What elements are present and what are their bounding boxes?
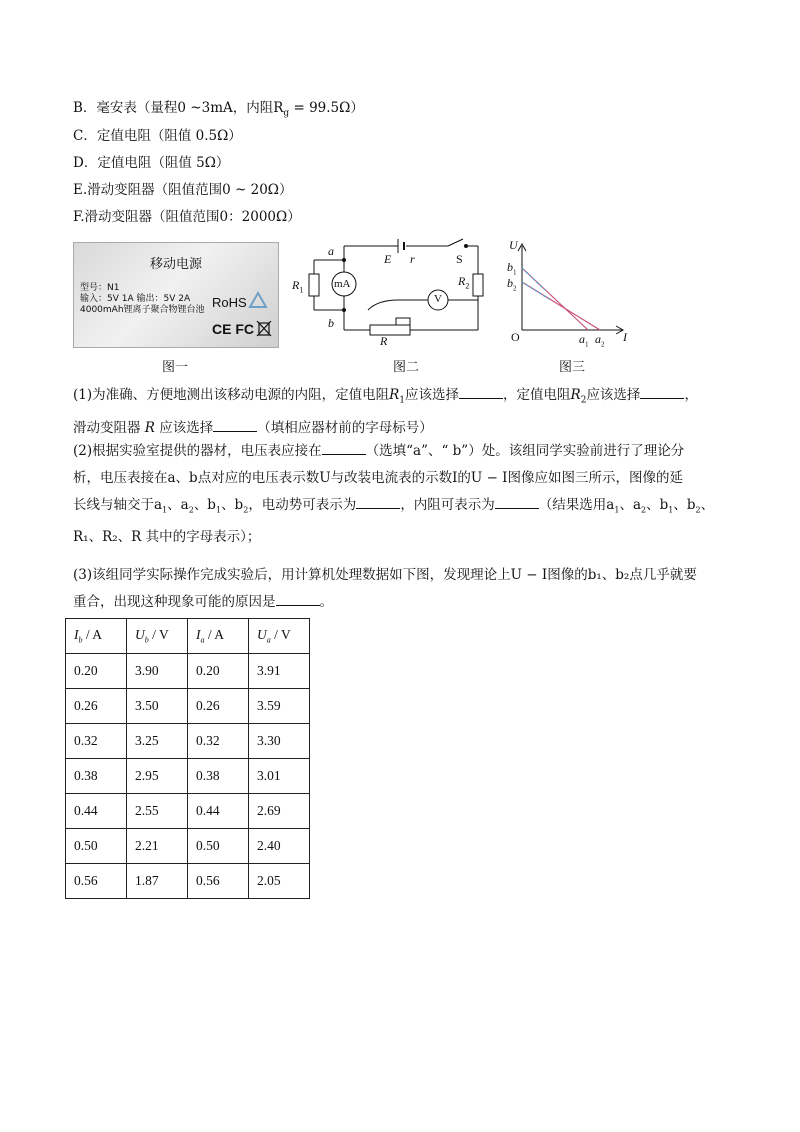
- option-e: E.滑动变阻器（阻值范围0 ~ 20Ω）: [73, 182, 293, 198]
- figure3-caption: 图三: [558, 360, 585, 375]
- b2-label: $b_2$: [507, 276, 517, 293]
- answer-blank-r1[interactable]: [459, 384, 503, 399]
- node-a-label: a: [328, 244, 334, 258]
- node-b-label: b: [328, 316, 334, 330]
- power-bank-title: 移动电源: [149, 257, 202, 272]
- graph-labels: [505, 238, 635, 350]
- voltmeter-label: V: [434, 293, 442, 305]
- circuit-labels: [288, 238, 488, 350]
- measurement-table: [65, 618, 310, 899]
- internal-resistance-label: r: [410, 252, 415, 266]
- answer-blank-voltmeter[interactable]: [322, 440, 366, 455]
- spec-model: 型号：N1: [80, 283, 120, 293]
- spec-io: 输入：5V 1A 输出：5V 2A: [80, 294, 191, 304]
- question-3: (3)该组同学实际操作完成实验后，用计算机处理数据如下图，发现理论上U − I图像的b₁、b₂点几乎就要 重合，出现这种现象可能的原因是 。: [73, 567, 697, 610]
- recycle-icon: [246, 291, 270, 313]
- answer-blank-rheostat[interactable]: [213, 417, 257, 432]
- table-row: 0.32 3.25 0.32 3.30: [66, 724, 310, 759]
- table-row: 0.56 1.87 0.56 2.05: [66, 864, 310, 899]
- table-row: 0.44 2.55 0.44 2.69: [66, 794, 310, 829]
- question-2: (2)根据实验室提供的器材，电压表应接在 （选填“a”、“ b”）处。该组同学实验前进行了理论分 析，电压表接在a、b点对应的电压表示数U与改装电流表的示数I的U − I图像应如图三所示，图像的延 长线与轴交于$a_1$、$a_2$、$b_1$、$b_2$，电动势可表示为 ，内阻可表示为 （结果选用$a_1$、$a_2$、$b_1$、$b_2$、 R₁、R₂、R 其中的字母表示）；: [73, 438, 733, 551]
- r2-label: $R_2$: [458, 274, 470, 291]
- table-header-row: [66, 619, 310, 654]
- option-b-tail: = 99.5Ω）: [289, 100, 364, 116]
- option-b-text: B．毫安表（量程0 ~3mA，内阻R: [73, 100, 284, 116]
- ce-fc-mark: CE FC: [212, 321, 254, 337]
- emf-label: E: [384, 252, 392, 266]
- u-axis-label: U: [509, 238, 518, 252]
- header-ua: $U_a$ / V: [249, 619, 310, 654]
- power-bank-label-image: [73, 242, 279, 348]
- table-row: 0.20 3.90 0.20 3.91: [66, 654, 310, 689]
- a2-label: $a_2$: [595, 332, 605, 349]
- a1-label: $a_1$: [579, 332, 589, 349]
- header-ia: $I_a$ / A: [188, 619, 249, 654]
- switch-label: S: [456, 252, 463, 266]
- answer-blank-r2[interactable]: [640, 384, 684, 399]
- answer-blank-reason[interactable]: [276, 591, 320, 606]
- option-f: F.滑动变阻器（阻值范围0：2000Ω）: [73, 209, 301, 225]
- answer-blank-emf[interactable]: [356, 494, 400, 509]
- r1-label: $R_1$: [292, 278, 304, 295]
- rheostat-label: R: [380, 334, 388, 348]
- header-ub: $U_b$ / V: [127, 619, 188, 654]
- weee-bin-icon: [256, 319, 272, 337]
- header-ib: $I_b$ / A: [66, 619, 127, 654]
- answer-blank-resistance[interactable]: [495, 494, 539, 509]
- spec-capacity: 4000mAh锂离子聚合物锂台池: [80, 305, 205, 315]
- question-1: (1)为准确、方便地测出该移动电源的内阻，定值电阻$R_1$应该选择 ，定值电阻$R_2$应该选择 ， 滑动变阻器 R 应该选择 （填相应器材前的字母标号）: [73, 382, 733, 442]
- milliammeter-label: mA: [334, 278, 351, 290]
- table-row: 0.26 3.50 0.26 3.59: [66, 689, 310, 724]
- option-b-sub: g: [283, 108, 290, 119]
- origin-label: O: [511, 330, 520, 344]
- b1-label: $b_1$: [507, 260, 517, 277]
- figure2-caption: 图二: [392, 360, 419, 375]
- power-bank-specs: [80, 283, 205, 316]
- table-row: 0.38 2.95 0.38 3.01: [66, 759, 310, 794]
- option-b: [73, 98, 364, 124]
- rohs-mark: RoHS: [212, 295, 247, 310]
- table-row: 0.50 2.21 0.50 2.40: [66, 829, 310, 864]
- option-d: D．定值电阻（阻值 5Ω）: [73, 155, 230, 171]
- figure1-caption: 图一: [161, 360, 188, 375]
- option-c: C．定值电阻（阻值 0.5Ω）: [73, 128, 242, 144]
- i-axis-label: I: [623, 330, 627, 344]
